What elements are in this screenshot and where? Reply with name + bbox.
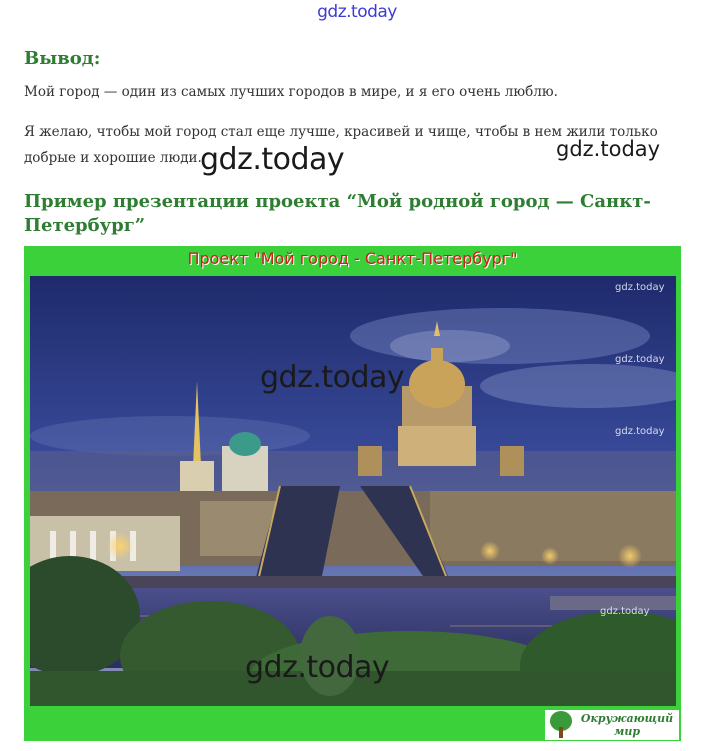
- example-heading: Пример презентации проекта “Мой родной город — Санкт-Петербург”: [24, 191, 651, 236]
- logo-line-2: мир: [613, 725, 641, 738]
- watermark: gdz.today: [600, 606, 650, 617]
- site-logo[interactable]: gdz.today: [317, 2, 397, 22]
- logo-line-1: Окружающий: [580, 712, 674, 725]
- tree-icon: [549, 711, 573, 739]
- watermark: gdz.today: [615, 426, 665, 437]
- presentation-slide: [24, 246, 681, 741]
- okruzhayushchiy-mir-logo: [545, 710, 679, 740]
- watermark: gdz.today: [556, 137, 661, 161]
- city-photo: [30, 276, 676, 706]
- slide-title: Проект "Мой город - Санкт-Петербург": [187, 249, 518, 268]
- conclusion-paragraph-1: Мой город — один из самых лучших городов в мире, и я его очень люблю.: [24, 84, 558, 100]
- conclusion-paragraph-2: Я желаю, чтобы мой город стал еще лучше, красивей и чище, чтобы в нем жили только добрые и хорошие люди.: [24, 124, 658, 166]
- watermark: gdz.today: [200, 142, 345, 177]
- watermark: gdz.today: [615, 282, 665, 293]
- watermark: gdz.today: [615, 354, 665, 365]
- watermark: gdz.today: [260, 360, 405, 395]
- conclusion-heading: Вывод:: [24, 48, 101, 69]
- watermark: gdz.today: [245, 650, 390, 685]
- saint-petersburg-photo: [30, 276, 676, 706]
